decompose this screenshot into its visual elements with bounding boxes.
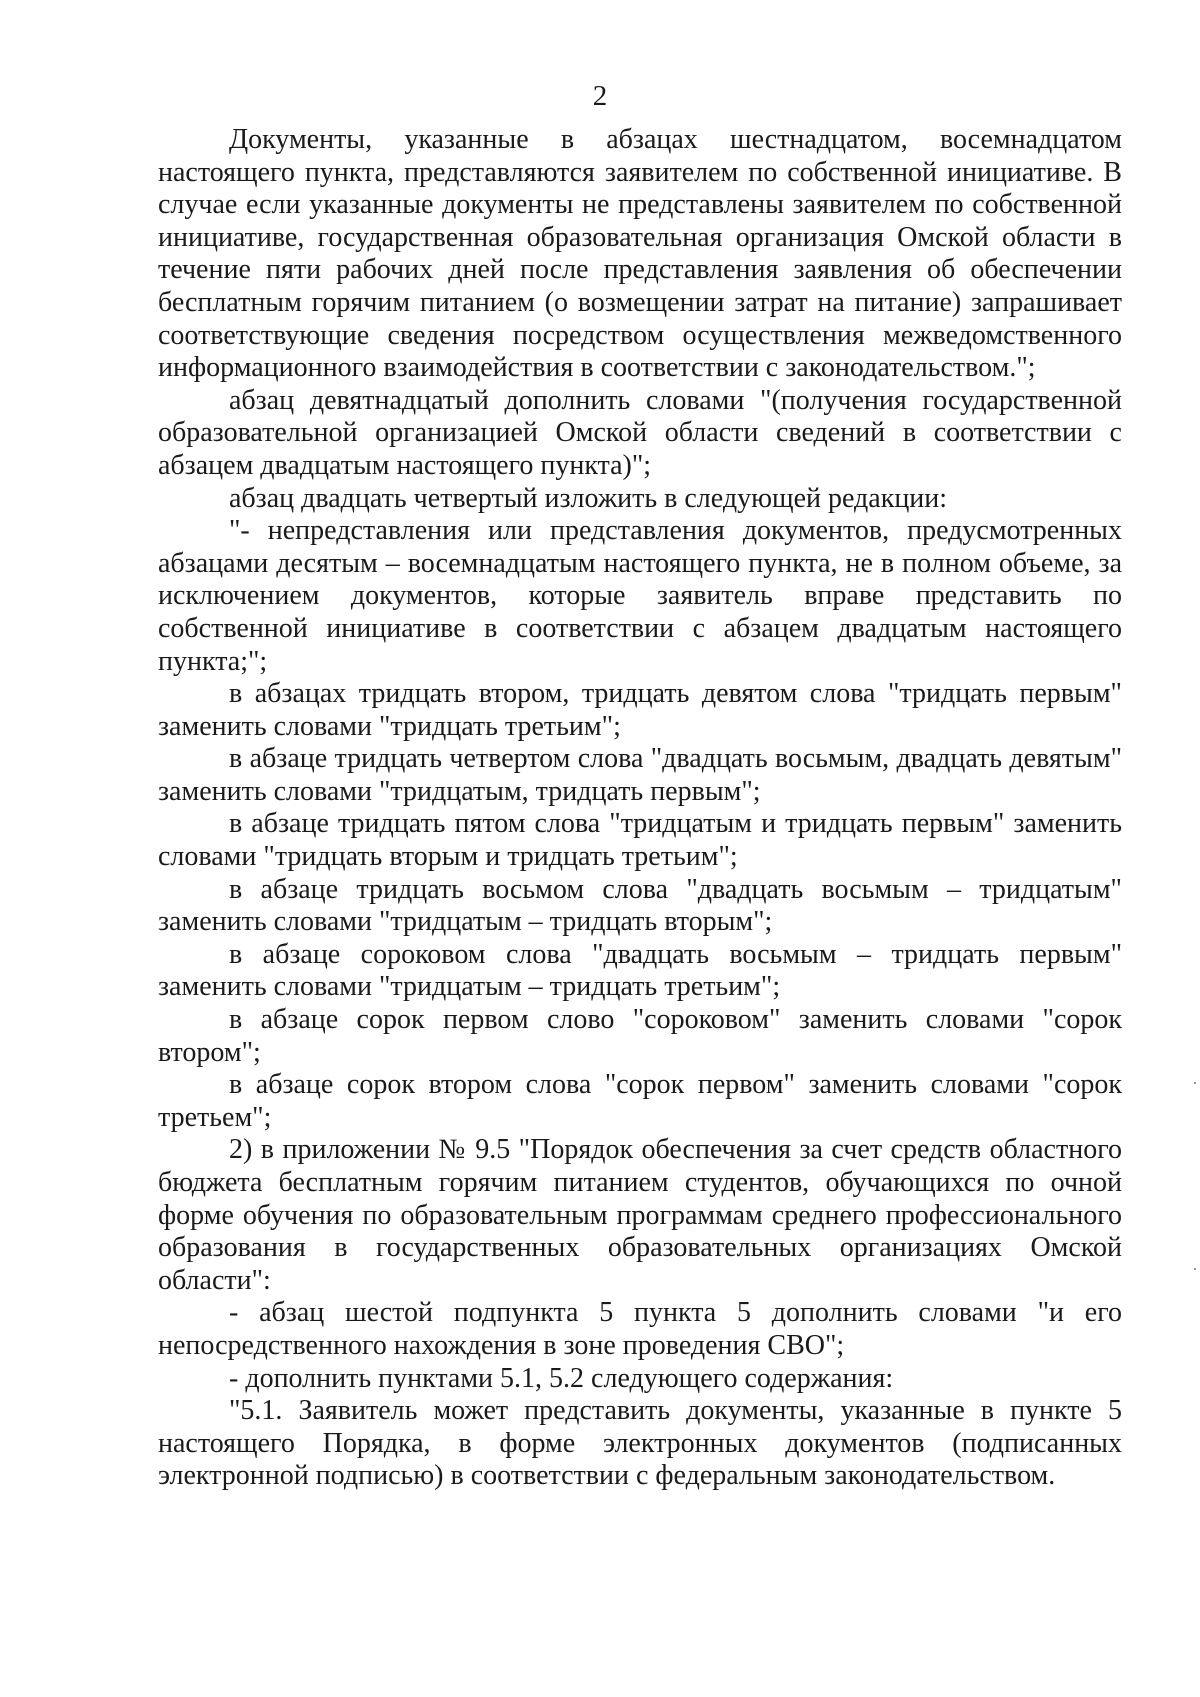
paragraph: 2) в приложении № 9.5 "Порядок обеспечения за счет средств областного бюджета бесплатным горячим питанием студентов, обучающихся по очной форме обучения по образовательным программам среднего профессионального образования в государственных образовательных организациях Омской области": xyxy=(158,1134,1122,1296)
paragraph: в абзаце сорок втором слова "сорок первом" заменить словами "сорок третьем"; xyxy=(158,1069,1122,1133)
paragraph: абзац двадцать четвертый изложить в следующей редакции: xyxy=(229,482,948,514)
paragraph: "5.1. Заявитель может представить документы, указанные в пункте 5 настоящего Порядка, в форме электронных документов (подписанных электронной подписью) в соответствии с федеральным законодательством. xyxy=(158,1395,1122,1492)
paragraph: в абзацах тридцать втором, тридцать девятом слова "тридцать первым" заменить словами "тридцать третьим"; xyxy=(158,678,1122,742)
paragraph: абзац девятнадцатый дополнить словами "(получения государственной образовательной организацией Омской области сведений в соответствии с абзацем двадцатым настоящего пункта)"; xyxy=(158,384,1122,481)
page-number: 2 xyxy=(592,80,608,112)
paragraph: - дополнить пунктами 5.1, 5.2 следующего содержания: xyxy=(229,1362,894,1394)
document-body xyxy=(158,124,1122,1493)
paragraph: в абзаце сороковом слова "двадцать восьмым – тридцать первым" заменить словами "тридцатым – тридцать третьим"; xyxy=(158,938,1122,1003)
paragraph: "- непредставления или представления документов, предусмотренных абзацами десятым – восемнадцатым настоящего пункта, не в полном объеме, за исключением документов, которые заявитель вправе представить по собственной инициативе в соответствии с абзацем двадцатым настоящего пункта;"; xyxy=(158,515,1122,677)
paragraph: в абзаце тридцать четвертом слова "двадцать восьмым, двадцать девятым" заменить словами "тридцатым, тридцать первым"; xyxy=(158,743,1122,807)
paragraph: в абзаце тридцать восьмом слова "двадцать восьмым – тридцатым" заменить словами "тридцатым – тридцать вторым"; xyxy=(158,873,1122,938)
scan-speck xyxy=(1194,1082,1196,1084)
paragraph: в абзаце тридцать пятом слова "тридцатым и тридцать первым" заменить словами "тридцать вторым и тридцать третьим"; xyxy=(158,808,1122,873)
paragraph: - абзац шестой подпункта 5 пункта 5 дополнить словами "и его непосредственного нахождения в зоне проведения СВО"; xyxy=(158,1297,1122,1361)
scan-speck xyxy=(1194,1268,1196,1270)
paragraph: в абзаце сорок первом слово "сороковом" заменить словами "сорок втором"; xyxy=(158,1004,1122,1068)
paragraph: Документы, указанные в абзацах шестнадцатом, восемнадцатом настоящего пункта, представляются заявителем по собственной инициативе. В случае если указанные документы не представлены заявителем по собственной инициативе, государственная образовательная организация Омской области в течение пяти рабочих дней после представления заявления об обеспечении бесплатным горячим питанием (о возмещении затрат на питание) запрашивает соответствующие сведения посредством осуществления межведомственного информационного взаимодействия в соответствии с законодательством."; xyxy=(158,124,1122,384)
